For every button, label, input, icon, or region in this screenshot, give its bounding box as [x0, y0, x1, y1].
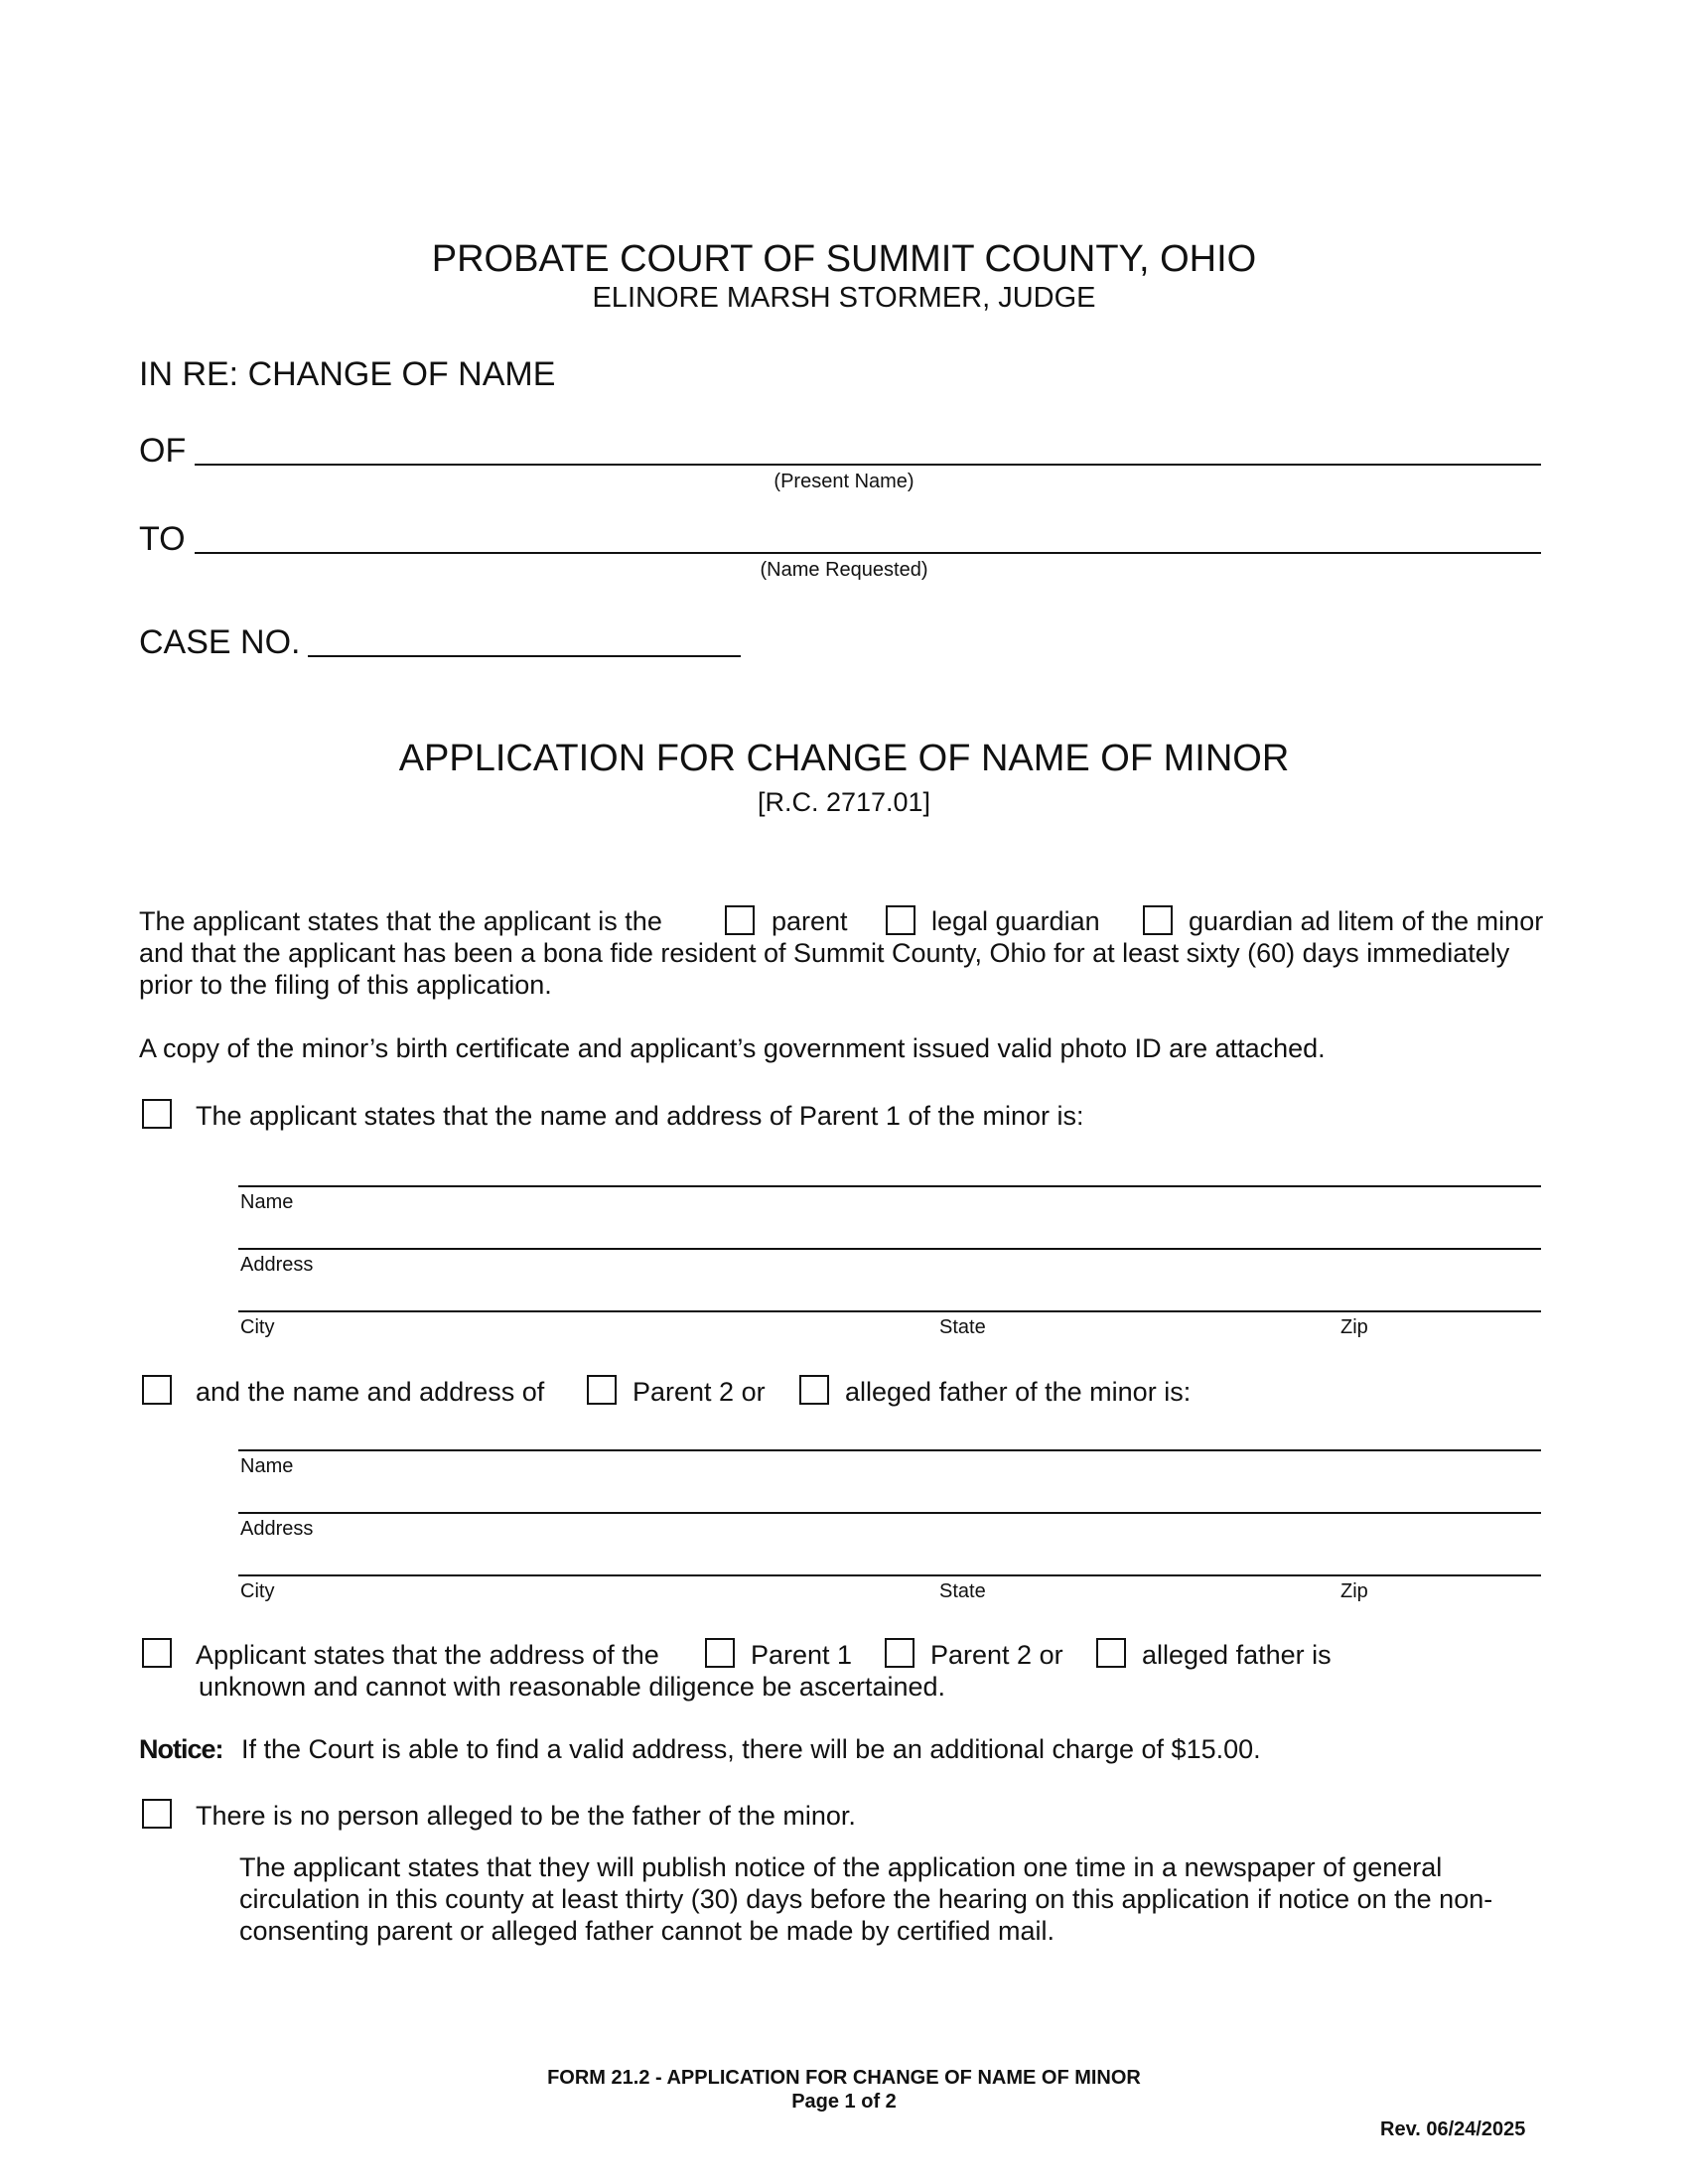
address-unknown-cont: unknown and cannot with reasonable diligence be ascertained. — [199, 1672, 946, 1702]
residency-text: and that the applicant has been a bona fide resident of Summit County, Ohio for at least sixty (60) days immediately — [139, 938, 1510, 968]
parent1-checkbox[interactable] — [142, 1099, 172, 1129]
parent1-zip-label: Zip — [1340, 1316, 1368, 1338]
parent2-label: Parent 2 or — [633, 1377, 766, 1407]
parent2-statement: and the name and address of — [196, 1377, 545, 1407]
applicant-intro: The applicant states that the applicant is the — [139, 906, 662, 936]
statute-reference: [R.C. 2717.01] — [757, 787, 931, 817]
in-re-heading: IN RE: CHANGE OF NAME — [139, 355, 556, 393]
footer-form-name: FORM 21.2 - APPLICATION FOR CHANGE OF NAME OF MINOR — [547, 2067, 1141, 2089]
no-father-checkbox[interactable] — [142, 1799, 172, 1829]
legal-guardian-checkbox[interactable] — [886, 905, 915, 935]
parent1-address-field[interactable] — [238, 1248, 1541, 1250]
parent2-checkbox[interactable] — [587, 1375, 617, 1405]
footer-page-number: Page 1 of 2 — [791, 2091, 897, 2113]
alleged-father-label: alleged father of the minor is: — [845, 1377, 1192, 1407]
guardian-ad-litem-checkbox[interactable] — [1143, 905, 1173, 935]
parent2-zip-label: Zip — [1340, 1580, 1368, 1602]
parent1-address-label: Address — [240, 1254, 314, 1276]
publication-text-1: The applicant states that they will publish notice of the application one time in a newspaper of general — [239, 1852, 1443, 1882]
notice-text: If the Court is able to find a valid address, there will be an additional charge of $15.00. — [241, 1734, 1261, 1764]
guardian-ad-litem-label: guardian ad litem of the minor — [1189, 906, 1544, 936]
publication-text-2: circulation in this county at least thirty (30) days before the hearing on this application if notice on the non- — [239, 1884, 1493, 1914]
present-name-caption: (Present Name) — [774, 471, 914, 492]
parent1-name-field[interactable] — [238, 1185, 1541, 1187]
notice-label: Notice: — [139, 1734, 223, 1764]
case-no-label: CASE NO. — [139, 623, 301, 661]
legal-guardian-label: legal guardian — [931, 906, 1100, 936]
parent2-name-field[interactable] — [238, 1449, 1541, 1451]
address-unknown-checkbox[interactable] — [142, 1638, 172, 1668]
parent-label: parent — [772, 906, 848, 936]
case-no-field[interactable] — [308, 655, 741, 657]
judge-name: ELINORE MARSH STORMER, JUDGE — [592, 282, 1096, 314]
parent1-statement: The applicant states that the name and address of Parent 1 of the minor is: — [196, 1101, 1084, 1131]
parent2-address-label: Address — [240, 1518, 314, 1540]
parent2-state-label: State — [939, 1580, 986, 1602]
unknown-father-checkbox[interactable] — [1096, 1638, 1126, 1668]
form-title: APPLICATION FOR CHANGE OF NAME OF MINOR — [398, 738, 1290, 779]
unknown-parent1-label: Parent 1 — [751, 1640, 853, 1670]
parent1-name-label: Name — [240, 1191, 294, 1213]
unknown-parent1-checkbox[interactable] — [705, 1638, 735, 1668]
footer-revision: Rev. 06/24/2025 — [1380, 2118, 1526, 2140]
attachments-text: A copy of the minor’s birth certificate and applicant’s government issued valid photo ID are attached. — [139, 1033, 1326, 1063]
requested-name-caption: (Name Requested) — [760, 559, 928, 581]
parent2-city-state-zip-field[interactable] — [238, 1574, 1541, 1576]
parent1-city-state-zip-field[interactable] — [238, 1310, 1541, 1312]
residency-text-cont: prior to the filing of this application. — [139, 970, 552, 1000]
parent-checkbox[interactable] — [725, 905, 755, 935]
requested-name-field[interactable] — [195, 552, 1541, 554]
parent1-city-label: City — [240, 1316, 275, 1338]
parent2-name-label: Name — [240, 1455, 294, 1477]
unknown-parent2-label: Parent 2 or — [930, 1640, 1063, 1670]
parent2-address-field[interactable] — [238, 1512, 1541, 1514]
present-name-field[interactable] — [195, 464, 1541, 466]
publication-text-3: consenting parent or alleged father cannot be made by certified mail. — [239, 1916, 1055, 1946]
of-label: OF — [139, 432, 187, 470]
address-unknown-statement: Applicant states that the address of the — [196, 1640, 659, 1670]
no-father-statement: There is no person alleged to be the father of the minor. — [196, 1801, 856, 1831]
unknown-father-label: alleged father is — [1142, 1640, 1332, 1670]
unknown-parent2-checkbox[interactable] — [885, 1638, 914, 1668]
alleged-father-checkbox[interactable] — [799, 1375, 829, 1405]
parent1-state-label: State — [939, 1316, 986, 1338]
parent2-section-checkbox[interactable] — [142, 1375, 172, 1405]
parent2-city-label: City — [240, 1580, 275, 1602]
to-label: TO — [139, 520, 186, 558]
court-name: PROBATE COURT OF SUMMIT COUNTY, OHIO — [431, 238, 1257, 280]
